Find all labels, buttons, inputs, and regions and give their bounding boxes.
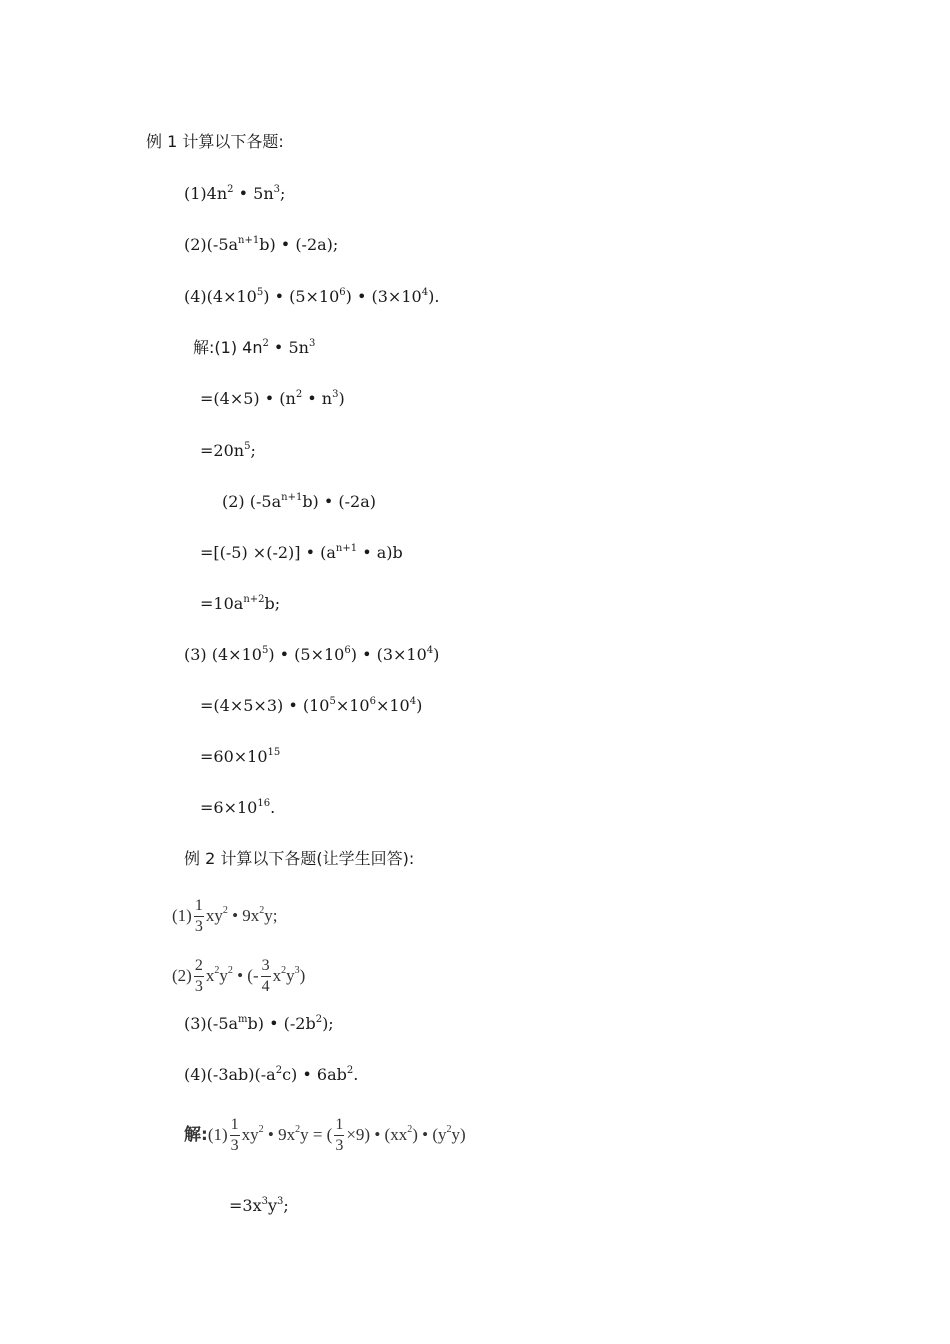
- fraction: $\frac{1}{3}$: [194, 896, 203, 935]
- fraction: $\frac{1}{3}$: [335, 1115, 344, 1154]
- example2-solution: 解:(1) $\frac{1}{3}$ $xy^2$ • $9x^2y$ = ( $\frac{1}{3}$ ×9) • $(xx^2)$ • $(y^2y)$: [184, 1115, 466, 1154]
- example1-step-4: =[(-5) ×(-2)] • ($a^{n+1}$ • a)b: [200, 543, 403, 562]
- example1-step-1: =(4×5) • ($n^2$ • $n^3$): [200, 389, 345, 408]
- example1-step-2: $=20n^5$;: [200, 441, 256, 460]
- fraction: $\frac{2}{3}$: [194, 956, 203, 995]
- example2-step-1: $=3x^3y^3$;: [229, 1196, 289, 1215]
- example1-step-8: $=60\times 10^{15}$: [200, 747, 281, 766]
- example1-step-9: $=6\times 10^{16}$.: [200, 798, 276, 817]
- example1-step-6: (3) $(4\times 10^5)$ • $(5\times 10^6)$ • $(3\times 10^4)$: [184, 645, 440, 664]
- fraction: $\frac{1}{3}$: [230, 1115, 239, 1154]
- example1-question-2: $(2)(-5a^{n+1}b)$ • (-2a);: [184, 235, 339, 254]
- example1-step-7: =(4×5×3) • $(10^5\times 10^6\times 10^4)$: [200, 696, 423, 715]
- example2-question-3: $(3)(-5a^mb)$ • $(-2b^2)$;: [184, 1014, 334, 1033]
- example1-title: 例 1 计算以下各题:: [146, 132, 284, 151]
- example1-step-3: (2) $(-5a^{n+1}b)$ • (-2a): [222, 492, 377, 511]
- fraction: $\frac{3}{4}$: [261, 956, 270, 995]
- example1-step-5: $=10a^{n+2}b$;: [200, 594, 281, 613]
- example1-question-1: $(1)4n^2$ • $5n^3$;: [184, 184, 286, 203]
- example1-solution-label: 解:(1) $4n^2$ • $5n^3$: [193, 338, 316, 357]
- example2-title: 例 2 计算以下各题(让学生回答):: [184, 849, 415, 868]
- example2-question-2: (2) $\frac{2}{3}$ $x^2y^2$ • (- $\frac{3}{4}$ $x^2y^3$): [172, 956, 306, 995]
- example1-question-4: $(4)(4\times 10^5)$ • $(5\times 10^6)$ • $(3\times 10^4)$.: [184, 287, 440, 306]
- example2-question-4: $(4)(-3ab)(-a^2c)$ • $6ab^2$.: [184, 1065, 359, 1084]
- example2-question-1: (1) $\frac{1}{3}$ $xy^2$ • $9x^2y$;: [172, 896, 278, 935]
